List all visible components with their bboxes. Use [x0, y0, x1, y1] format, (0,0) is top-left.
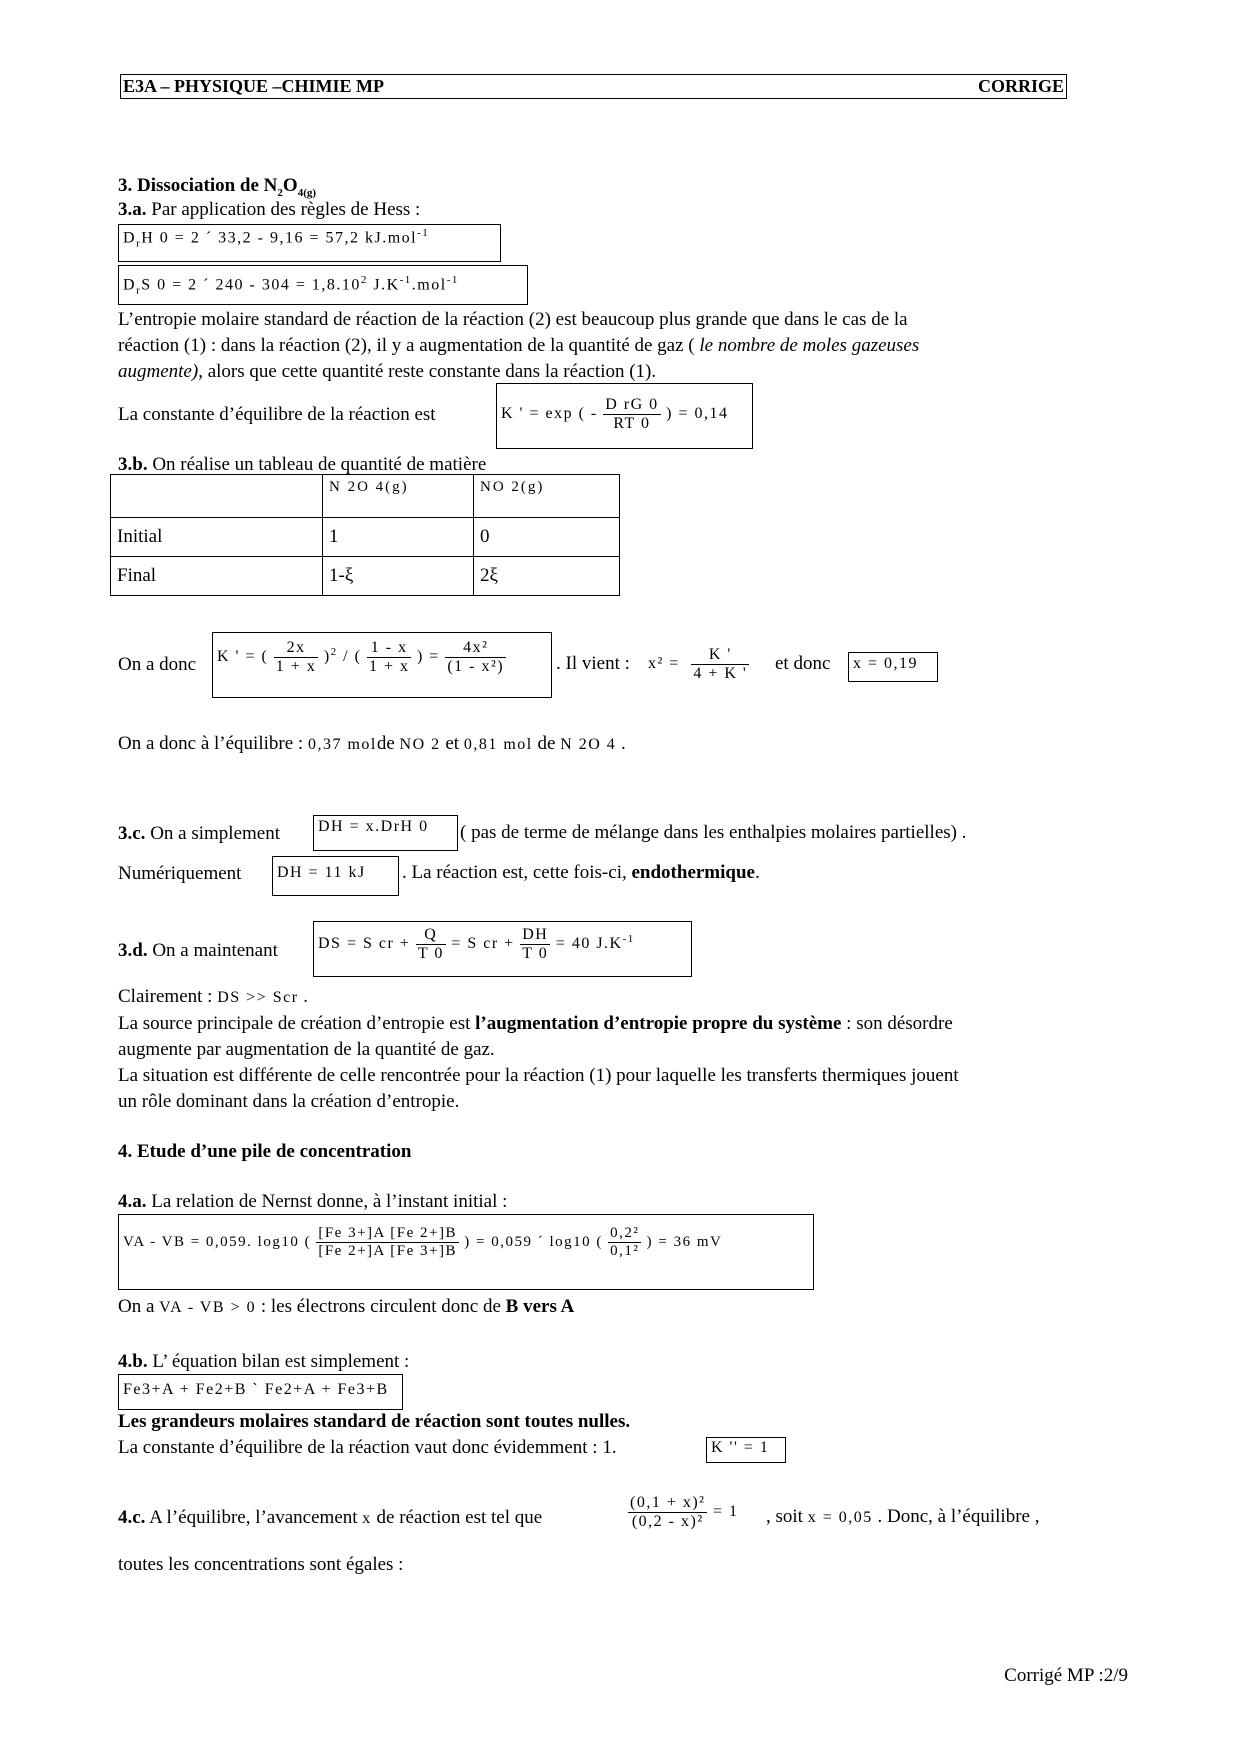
equilibrium-constant-text: La constante d’équilibre de la réaction est [118, 404, 436, 425]
x2-equation: x² = $\frac{K '}{4 + K '}$ [648, 646, 748, 682]
section-3d-intro: 3.d. On a maintenant [118, 940, 278, 961]
table-row-label: Final [111, 557, 323, 596]
table-header-cell: N 2O 4(g) [323, 475, 474, 518]
entropy-equation-box: $D_rS$ 0 = 2 ´ $240 - 304 = 1,8.10^2$ $J.K^{-1}.mol^{-1}$ [118, 265, 528, 305]
paragraph-line: toutes les concentrations sont égales : [118, 1554, 404, 1575]
equilibrium-advancement-equation: $\frac{\text{(0,1 + x)²}}{\text{(0,2 - x)²}}$ = 1 [630, 1494, 739, 1530]
page-header [120, 74, 1067, 99]
enthalpy-equation-box: $D_rH$ 0 = 2 ´ 33,2 - 9,16 = 57,2 kJ.mol$^{-1}$ [118, 224, 501, 262]
table-row [111, 557, 620, 596]
section-4c-intro: 4.c. A l’équilibre, l’avancement x de réaction est tel que [118, 1507, 543, 1528]
section-4b-intro: 4.b. L’ équation bilan est simplement : [118, 1351, 410, 1372]
section-4-title: 4. Etude d’une pile de concentration [118, 1141, 412, 1162]
bilan-equation-box: Fe3+A + Fe2+B ` Fe2+A + Fe3+B [118, 1374, 403, 1410]
il-vient-text: . Il vient : [556, 653, 630, 674]
paragraph-line: augmente), alors que cette quantité reste constante dans la réaction (1). [118, 361, 657, 382]
et-donc-text: et donc [775, 653, 831, 674]
table-row-label: Initial [111, 518, 323, 557]
table-header-row [111, 475, 620, 518]
on-a-donc-text: On a donc [118, 654, 197, 675]
numeric-enthalpy-box: DH = 11 kJ [272, 856, 399, 896]
section-4c-rest: , soit x = 0,05 . Donc, à l’équilibre , [766, 1506, 1040, 1527]
enthalpy-change-box: DH = x.DrH 0 [313, 815, 458, 851]
k-xi-equation-box: K ' = ( $\frac{2x}{1 + x}$ )$^2$ / ( $\frac{1 - x}{1 + x}$ ) = $\frac{\text{4x²}}{\text{(1 - x²)}}$ [212, 632, 552, 698]
numeriquement-text: Numériquement [118, 863, 242, 884]
electron-direction-line: On a VA - VB > 0 : les électrons circulent donc de B vers A [118, 1296, 575, 1317]
k-double-prime-box: K '' = 1 [706, 1437, 786, 1463]
k-line-text: La constante d’équilibre de la réaction vaut donc évidemment : 1. [118, 1437, 617, 1458]
table-header-cell: NO 2(g) [474, 475, 620, 518]
paragraph-line: un rôle dominant dans la création d’entropie. [118, 1091, 460, 1112]
bold-statement: Les grandeurs molaires standard de réaction sont toutes nulles. [118, 1411, 631, 1432]
section-4a-intro: 4.a. La relation de Nernst donne, à l’instant initial : [118, 1191, 508, 1212]
table-cell: 0 [474, 518, 620, 557]
x-value-box: x = 0,19 [848, 652, 938, 682]
paragraph-line: L’entropie molaire standard de réaction de la réaction (2) est beaucoup plus grande que dans le cas de la [118, 309, 908, 330]
equilibrium-amounts-line: On a donc à l’équilibre : 0,37 molde NO 2 et 0,81 mol de N 2O 4 . [118, 733, 626, 754]
clairement-line: Clairement : DS >> Scr . [118, 986, 309, 1007]
section-3c-rest: ( pas de terme de mélange dans les enthalpies molaires partielles) . [460, 822, 967, 843]
paragraph-line: La source principale de création d’entropie est l’augmentation d’entropie propre du système : son désordre [118, 1013, 953, 1034]
section-3c-intro: 3.c. On a simplement [118, 823, 280, 844]
table-cell: 1-ξ [323, 557, 474, 596]
entropy-balance-box: DS = S cr + $\frac{Q}{T 0}$ = S cr + $\frac{DH}{T 0}$ = 40 $J.K^{-1}$ [313, 921, 692, 977]
table-row [111, 518, 620, 557]
header-title: E3A – PHYSIQUE –CHIMIE MP [123, 76, 385, 96]
table-cell: 2ξ [474, 557, 620, 596]
section-3-title: 3. Dissociation de $N_2O_{4(g)}$ [118, 175, 317, 199]
reaction-type-text: . La réaction est, cette fois-ci, endothermique. [402, 862, 760, 883]
section-3a-intro: 3.a. Par application des règles de Hess : [118, 199, 421, 220]
paragraph-line: réaction (1) : dans la réaction (2), il y a augmentation de la quantité de gaz ( le nombre de moles gazeuses [118, 335, 920, 356]
header-corrige: CORRIGE [977, 76, 1064, 96]
section-3b-intro: 3.b. On réalise un tableau de quantité de matière [118, 454, 487, 475]
equilibrium-constant-box: K ' = exp ( - $\frac{\text{D rG 0}}{RT 0}$ ) = 0,14 [496, 383, 753, 449]
table-cell [111, 475, 323, 518]
table-cell: 1 [323, 518, 474, 557]
quantity-table [110, 474, 620, 596]
page-footer: Corrigé MP :2/9 [1004, 1665, 1128, 1686]
nernst-equation-box: VA - VB = 0,059. log10 ( $\frac{[Fe 3+]A [Fe 2+]B}{[Fe 2+]A [Fe 3+]B}$ ) = 0,059 ´ log10 ( $\frac{\text{0,2²}}{\text{0,1²}}$ ) = 36 mV [118, 1214, 814, 1290]
paragraph-line: augmente par augmentation de la quantité de gaz. [118, 1039, 495, 1060]
paragraph-line: La situation est différente de celle rencontrée pour la réaction (1) pour laquelle les transferts thermiques jouent [118, 1065, 959, 1086]
